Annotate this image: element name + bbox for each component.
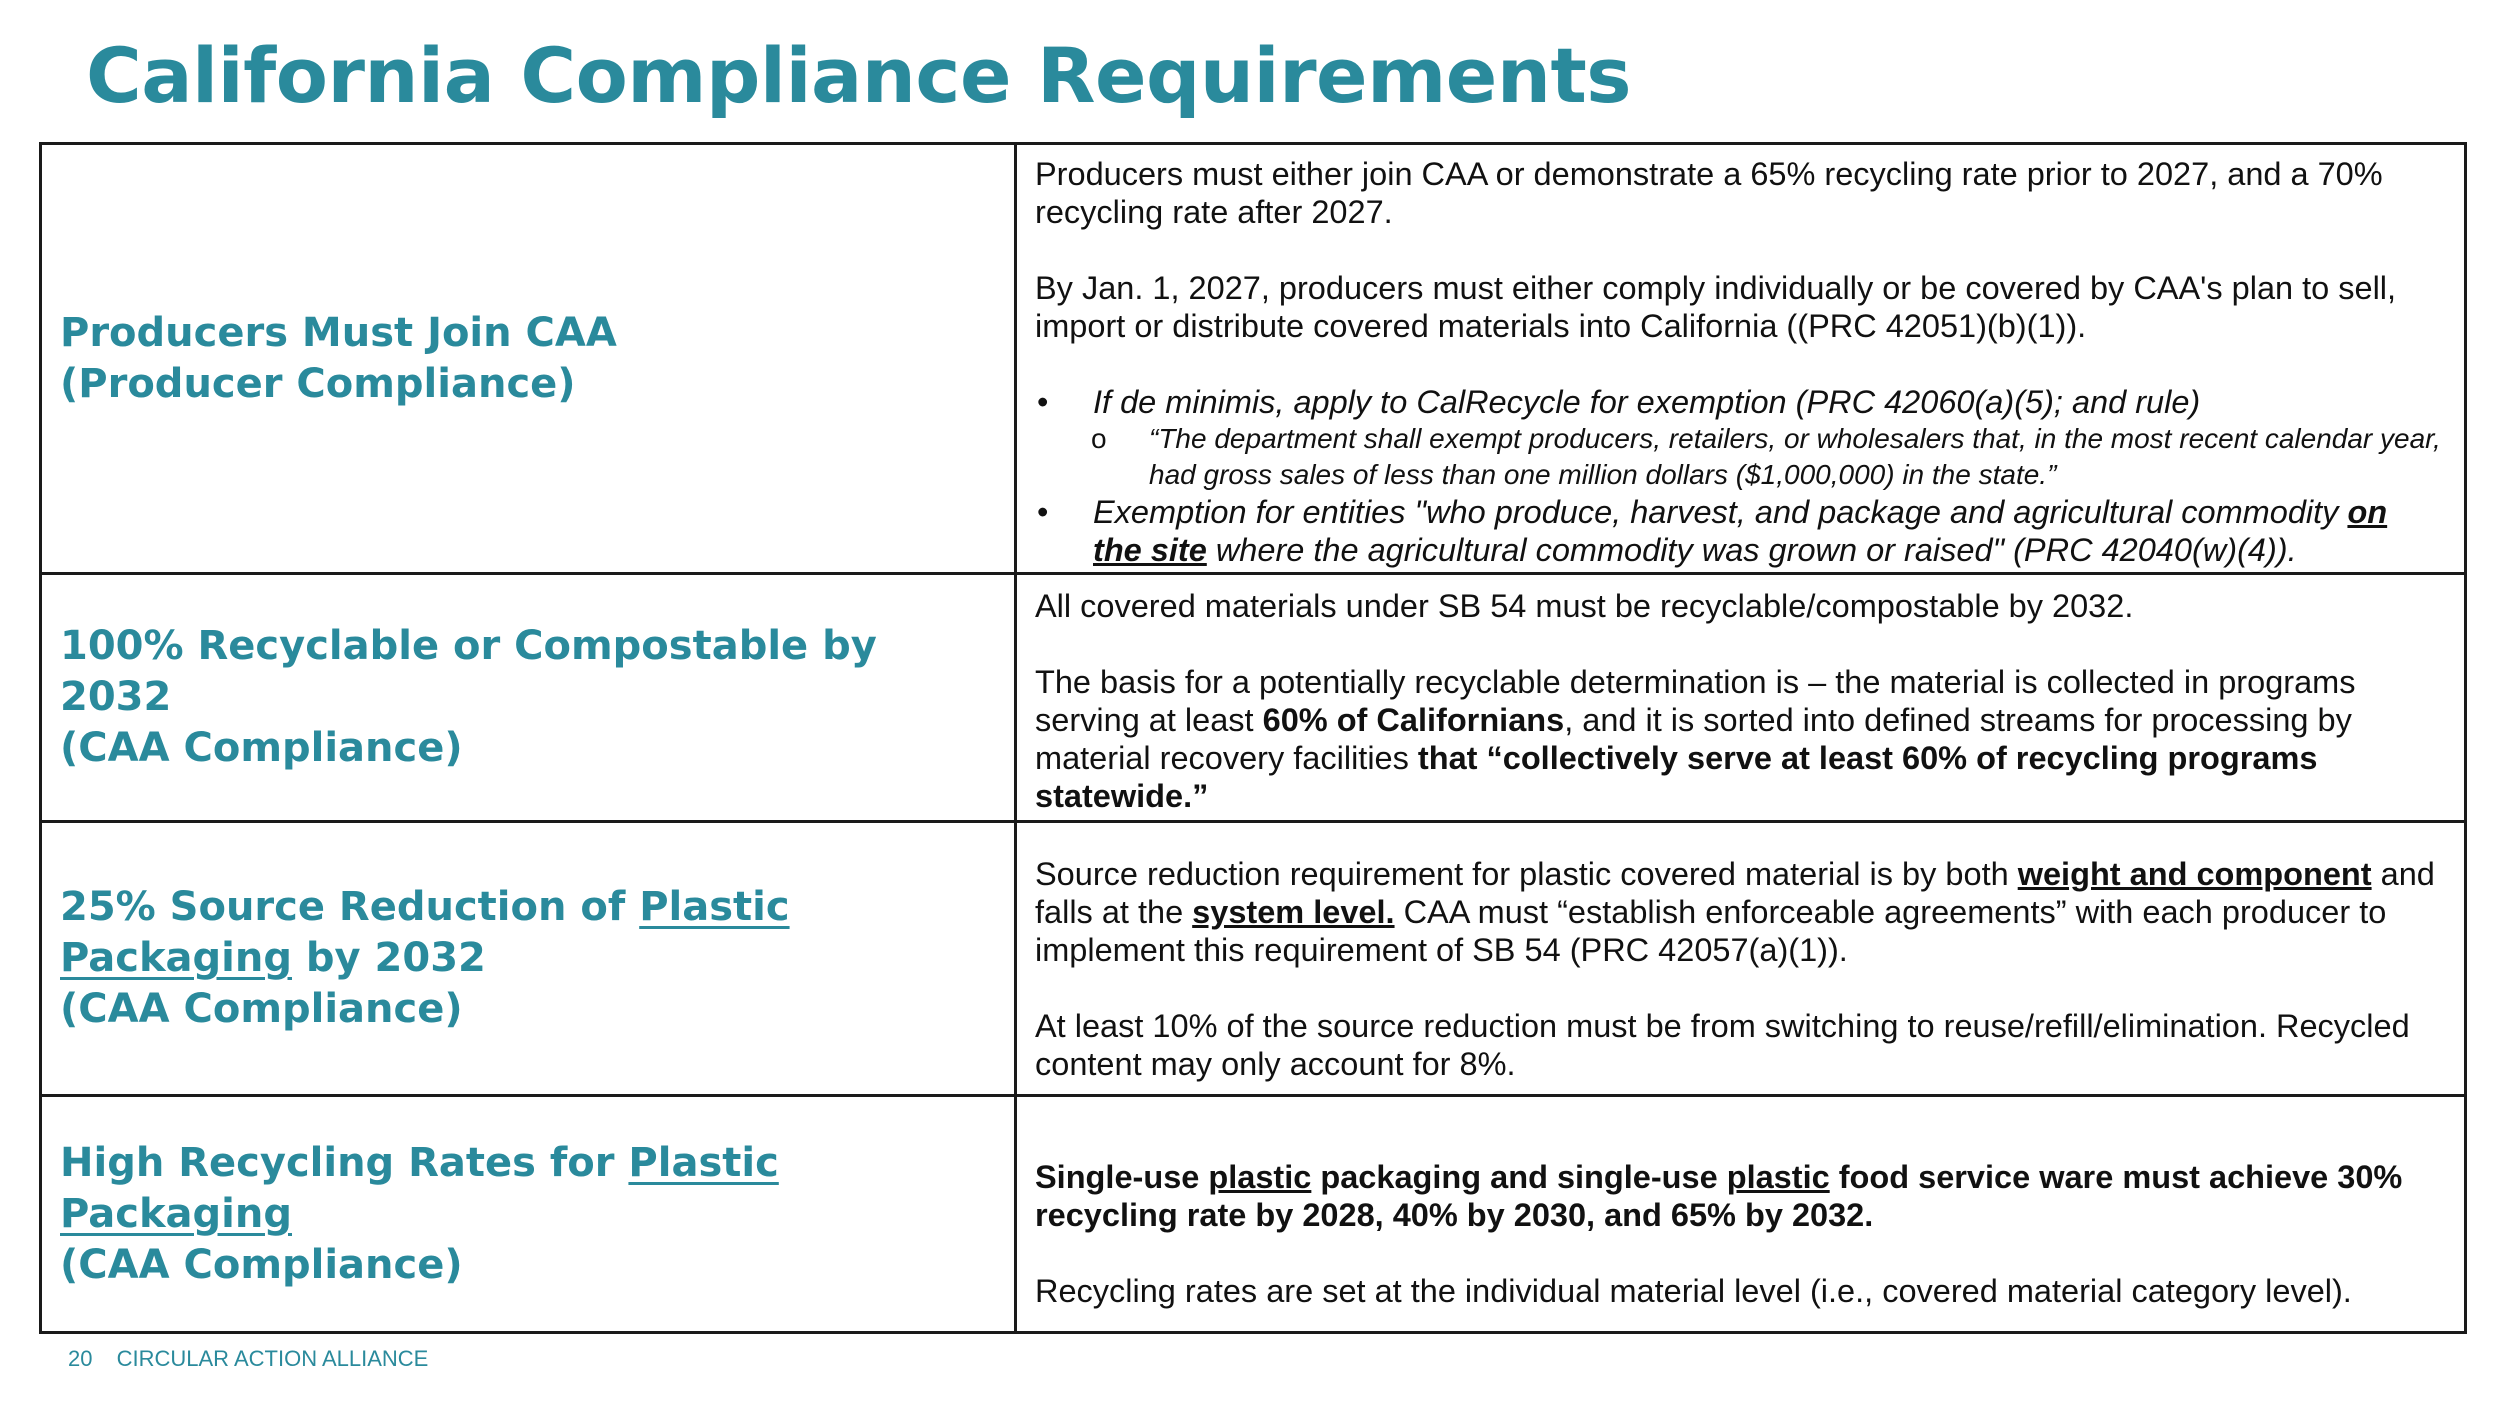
footer <box>68 1346 446 1372</box>
row-label-underlined: Plastic Packaging <box>60 1139 779 1237</box>
bold-text: food service ware must achieve 30% recycling rate by 2028, 40% by 2030, and 65% by 2032. <box>1035 1159 2403 1233</box>
bullet-emphasis: on the site <box>1093 493 2388 568</box>
bold-text: Single-use <box>1035 1159 1209 1195</box>
row-label-underlined: Plastic Packaging <box>60 884 790 981</box>
table-row <box>41 822 2466 1096</box>
bullet-text: Exemption for entities "who produce, harvest, and package and agricultural commodity <box>1093 493 2348 530</box>
text: and falls at the <box>1035 855 2435 930</box>
paragraph: At least 10% of the source reduction must be from switching to reuse/refill/elimination. Recycled content may only account for 8%. <box>1035 1007 2410 1082</box>
page-title: California Compliance Requirements <box>86 31 1632 120</box>
bold-underlined-text: weight and component <box>2017 855 2372 892</box>
row-label-cell <box>41 144 1016 574</box>
row-content-cell <box>1016 822 2466 1096</box>
row-label-line: (Producer Compliance) <box>60 360 576 407</box>
table-row <box>41 1096 2466 1333</box>
paragraph <box>1035 1158 2444 1234</box>
text: The basis for a potentially recyclable determination is – the material is collected in programs serving at least <box>1035 663 2356 738</box>
table-row <box>41 574 2466 822</box>
row-label <box>60 1138 1000 1291</box>
row-label <box>60 621 1000 774</box>
text: Source reduction requirement for plastic covered material is by both <box>1035 855 2018 892</box>
bold-underlined-text: plastic <box>1726 1159 1830 1195</box>
paragraph: By Jan. 1, 2027, producers must either comply individually or be covered by CAA's plan to sell, import or distribute covered materials into California ((PRC 42051)(b)(1)). <box>1035 269 2397 344</box>
paragraph: Producers must either join CAA or demonstrate a 65% recycling rate prior to 2027, and a 70% recycling rate after 2027. <box>1035 155 2383 230</box>
bold-text: packaging and single-use <box>1311 1159 1727 1195</box>
text: , and it is sorted into defined streams for processing by material recovery facilities <box>1035 701 2352 776</box>
list-item <box>1035 493 2444 569</box>
row-label-line: (CAA Compliance) <box>60 1241 463 1288</box>
row-label-line: Producers Must Join CAA <box>60 309 617 356</box>
row-label-cell <box>41 1096 1016 1333</box>
row-label-cell <box>41 574 1016 822</box>
row-label-text: by 2032 <box>292 935 486 981</box>
paragraph <box>1035 663 2444 815</box>
paragraph <box>1035 855 2444 969</box>
bullet-text: If de minimis, apply to CalRecycle for exemption (PRC 42060(a)(5); and rule) <box>1093 383 2201 420</box>
table-row <box>41 144 2466 574</box>
paragraph: Recycling rates are set at the individual material level (i.e., covered material category level). <box>1035 1273 2352 1309</box>
bold-underlined-text: plastic <box>1208 1159 1312 1195</box>
row-content-cell <box>1016 144 2466 574</box>
row-label <box>60 308 1000 410</box>
row-label-cell <box>41 822 1016 1096</box>
bold-underlined-text: system level. <box>1192 893 1395 930</box>
row-content-cell <box>1016 574 2466 822</box>
row-label-line: (CAA Compliance) <box>60 725 463 771</box>
bold-text: 60% of Californians <box>1262 701 1565 738</box>
row-label <box>60 882 1000 1035</box>
row-label-text: 25% Source Reduction of <box>60 884 640 930</box>
list-item <box>1035 383 2444 493</box>
row-label-line: (CAA Compliance) <box>60 986 463 1032</box>
paragraph: All covered materials under SB 54 must be recyclable/compostable by 2032. <box>1035 587 2134 624</box>
bullet-list <box>1035 383 2444 569</box>
bold-text: that “collectively serve at least 60% of recycling programs statewide.” <box>1035 739 2318 814</box>
row-label-text: High Recycling Rates for <box>60 1139 629 1186</box>
row-content-cell <box>1016 1096 2466 1333</box>
list-item: o “The department shall exempt producers, retailers, or wholesalers that, in the most recent calendar year, had gross sales of less than one million dollars ($1,000,000) in the state.” <box>1091 421 2444 493</box>
compliance-table <box>39 142 2467 1334</box>
bullet-text: where the agricultural commodity was grown or raised" (PRC 42040(w)(4)). <box>1206 531 2297 568</box>
footer-org-name: CIRCULAR ACTION ALLIANCE <box>116 1346 429 1371</box>
page-number: 20 <box>68 1346 93 1371</box>
row-label-line: 100% Recyclable or Compostable by 2032 <box>60 623 877 720</box>
sub-bullet-list <box>1091 421 2444 493</box>
text: CAA must “establish enforceable agreements” with each producer to implement this requirement of SB 54 (PRC 42057(a)(1)). <box>1035 893 2387 968</box>
